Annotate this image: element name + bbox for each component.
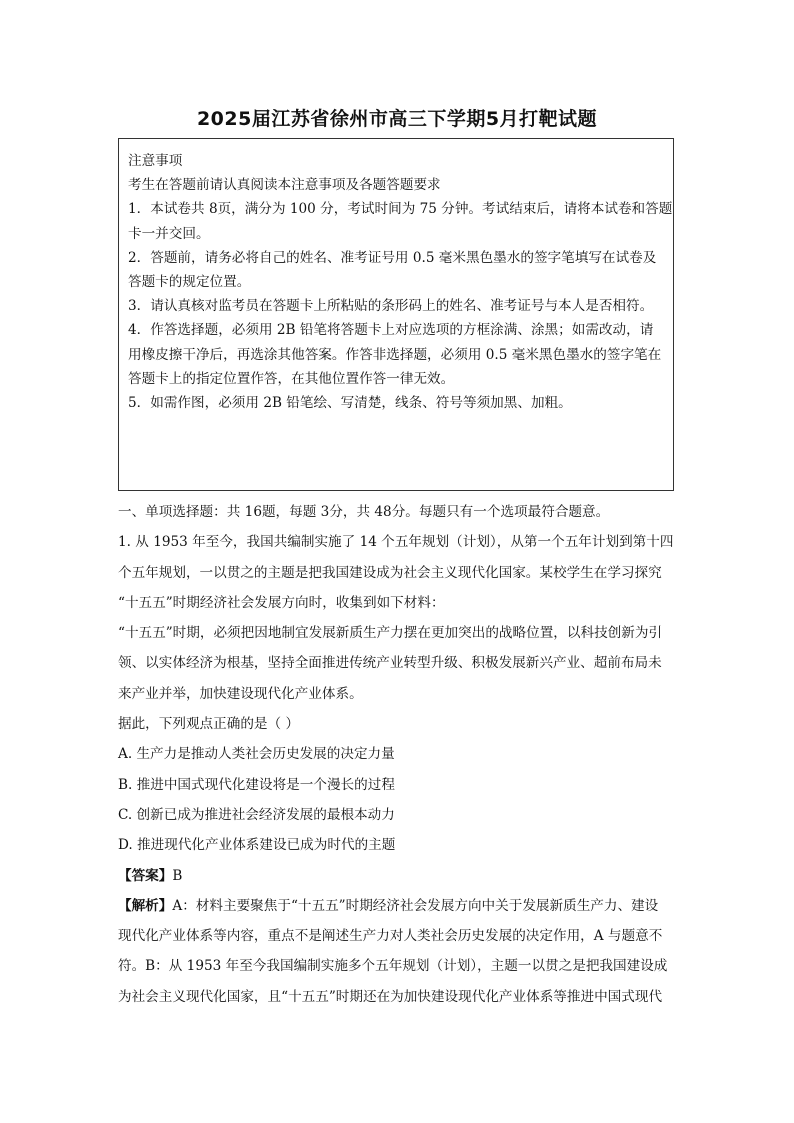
question-material-line: 领、以实体经济为根基，坚持全面推进传统产业转型升级、积极发展新兴产业、超前布局未 bbox=[118, 655, 662, 672]
answer-value: B bbox=[172, 867, 183, 884]
question-material-line: 来产业并举，加快建设现代化产业体系。 bbox=[118, 685, 363, 702]
option-d: D. 推进现代化产业体系建设已成为时代的主题 bbox=[118, 837, 396, 854]
notice-line: 考生在答题前请认真阅读本注意事项及各题答题要求 bbox=[128, 177, 441, 194]
question-prompt: 据此，下列观点正确的是（ ） bbox=[118, 716, 300, 733]
option-c: C. 创新已成为推进社会经济发展的最根本动力 bbox=[118, 806, 395, 823]
notice-heading: 注意事项 bbox=[128, 153, 183, 169]
analysis-line: 现代化产业体系等内容，重点不是阐述生产力对人类社会历史发展的决定作用，A 与题意不 bbox=[118, 928, 663, 945]
page-title: 2025届江苏省徐州市高三下学期5月打靶试题 bbox=[196, 108, 598, 130]
notice-line: 用橡皮擦干净后，再选涂其他答案。作答非选择题，必须用 0.5 毫米黑色墨水的签字笔在 bbox=[128, 346, 662, 363]
notice-line: 1．本试卷共 8页，满分为 100 分，考试时间为 75 分钟。考试结束后，请将本试卷和答题 bbox=[128, 201, 673, 218]
notice-line: 4．作答选择题，必须用 2B 铅笔将答题卡上对应选项的方框涂满、涂黑；如需改动，请 bbox=[128, 322, 654, 339]
analysis-line bbox=[118, 891, 688, 921]
answer-line bbox=[118, 861, 688, 891]
question-stem-line: 个五年规划，一以贯之的主题是把我国建设成为社会主义现代化国家。某校学生在学习探究 bbox=[118, 564, 662, 581]
question-material-line: “十五五”时期，必须把因地制宜发展新质生产力摆在更加突出的战略位置，以科技创新为引 bbox=[118, 625, 663, 642]
analysis-line: 为社会主义现代化国家，且“十五五”时期还在为加快建设现代化产业体系等推进中国式现代 bbox=[118, 988, 663, 1005]
analysis-label: 【解析】 bbox=[118, 897, 173, 914]
notice-line: 卡一并交回。 bbox=[128, 225, 210, 242]
question-stem-line: 1. 从 1953 年至今，我国共编制实施了 14 个五年规划（计划），从第一个五年计划到第十四 bbox=[118, 534, 674, 551]
section-heading: 一、单项选择题：共 16题，每题 3分，共 48分。每题只有一个选项最符合题意。 bbox=[118, 504, 610, 520]
notice-line: 2．答题前，请务必将自己的姓名、准考证号用 0.5 毫米黑色墨水的签字笔填写在试卷及 bbox=[128, 249, 657, 266]
option-b: B. 推进中国式现代化建设将是一个漫长的过程 bbox=[118, 776, 395, 793]
notice-box bbox=[118, 138, 674, 491]
notice-line: 答题卡的规定位置。 bbox=[128, 274, 251, 291]
answer-label: 【答案】 bbox=[118, 867, 173, 884]
notice-line: 答题卡上的指定位置作答，在其他位置作答一律无效。 bbox=[128, 370, 455, 387]
option-a: A. 生产力是推动人类社会历史发展的决定力量 bbox=[118, 746, 395, 763]
notice-line: 5．如需作图，必须用 2B 铅笔绘、写清楚，线条、符号等须加黑、加粗。 bbox=[128, 395, 572, 412]
analysis-text: A：材料主要聚焦于“十五五”时期经济社会发展方向中关于发展新质生产力、建设 bbox=[172, 897, 659, 914]
analysis-line: 符。B：从 1953 年至今我国编制实施多个五年规划（计划），主题一以贯之是把我国建设成 bbox=[118, 958, 668, 975]
notice-line: 3．请认真核对监考员在答题卡上所粘贴的条形码上的姓名、准考证号与本人是否相符。 bbox=[128, 298, 654, 315]
question-body bbox=[118, 497, 688, 1012]
question-stem-line: “十五五”时期经济社会发展方向时，收集到如下材料： bbox=[118, 594, 445, 611]
